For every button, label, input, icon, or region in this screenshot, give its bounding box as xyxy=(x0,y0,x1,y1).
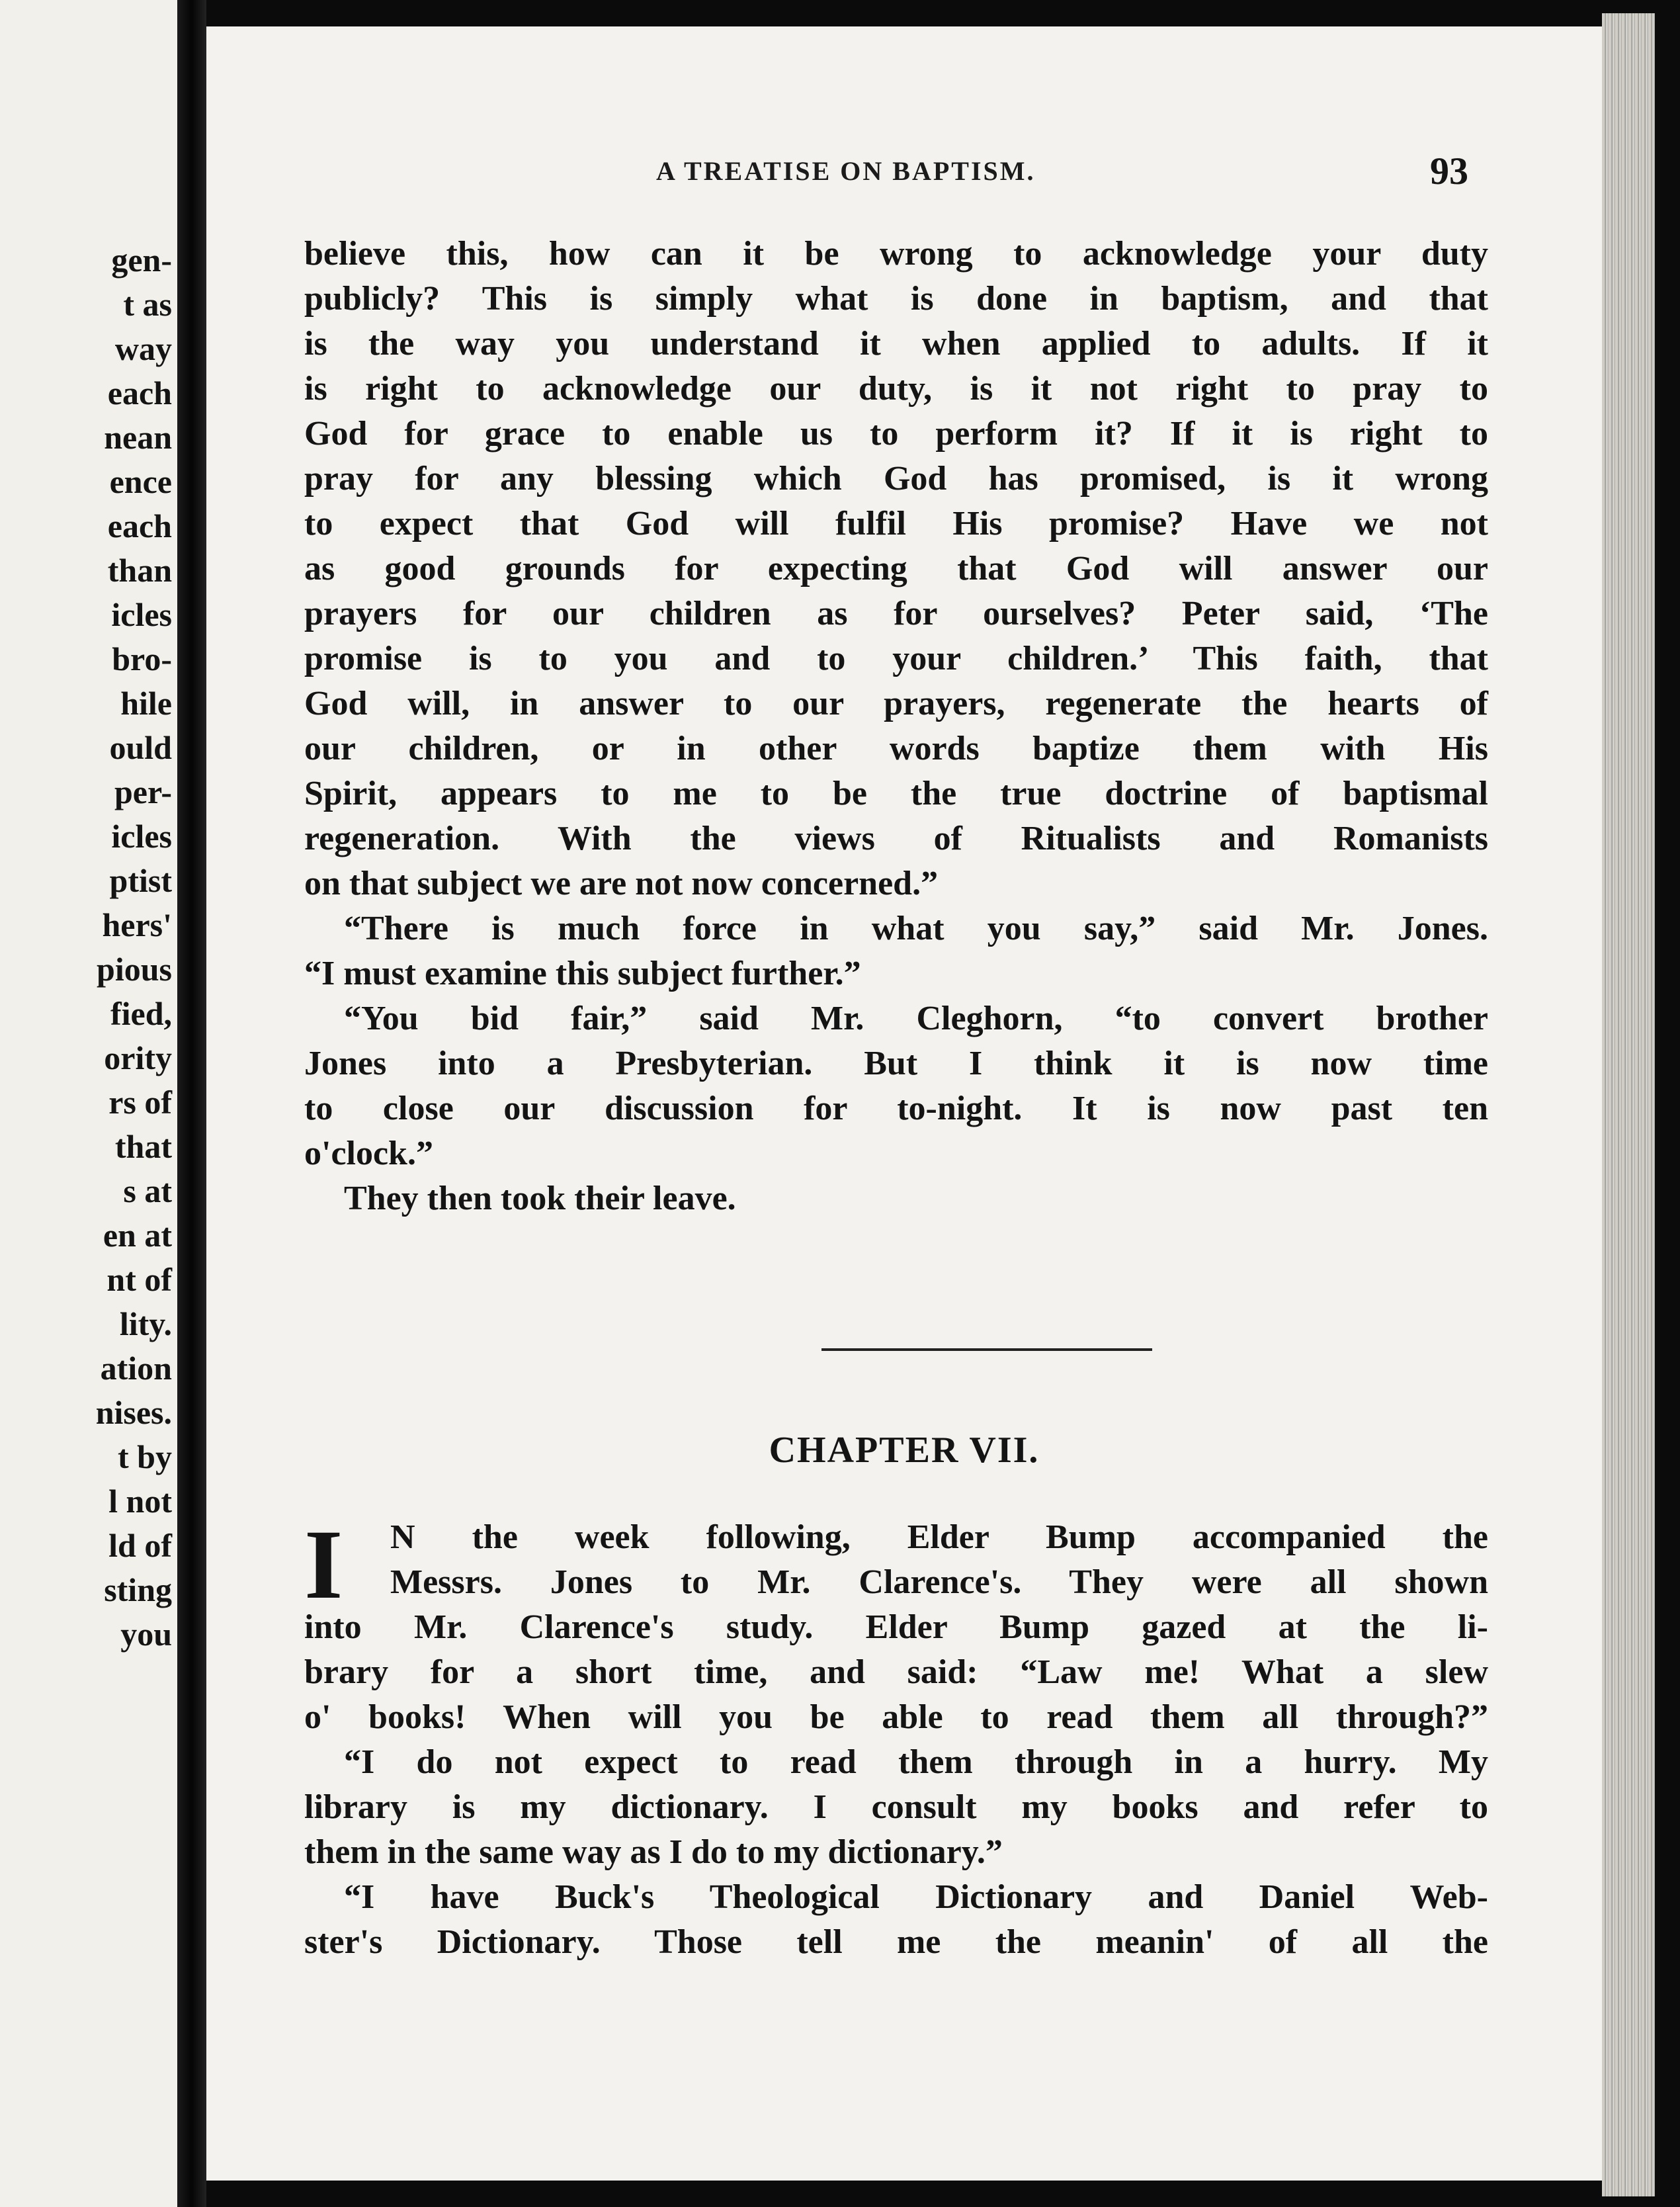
text-line: God for grace to enable us to perform it? If it is right to xyxy=(304,415,1488,453)
text-line: “There is much force in what you say,” said Mr. Jones. xyxy=(344,910,1488,947)
fragment-line: per- xyxy=(114,773,172,810)
facing-page-text-fragments xyxy=(96,238,172,1657)
text-line: “I do not expect to read them through in a hurry. My xyxy=(344,1743,1488,1781)
text-line: Jones into a Presbyterian. But I think it is now time xyxy=(304,1045,1488,1082)
fragment-line: that xyxy=(114,1128,172,1165)
fragment-line: t by xyxy=(118,1438,172,1475)
text-line: o'clock.” xyxy=(304,1135,433,1172)
fragment-line: each xyxy=(107,374,172,411)
chapter-heading: CHAPTER VII. xyxy=(769,1430,1040,1471)
text-line: N the week following, Elder Bump accompanied the xyxy=(390,1518,1488,1556)
text-line: “I must examine this subject further.” xyxy=(304,955,861,992)
section-divider xyxy=(821,1348,1152,1351)
text-line: into Mr. Clarence's study. Elder Bump gazed at the li- xyxy=(304,1608,1488,1646)
text-line: our children, or in other words baptize them with His xyxy=(304,730,1488,767)
fragment-line: nises. xyxy=(95,1394,172,1431)
text-line: pray for any blessing which God has promised, is it wrong xyxy=(304,460,1488,498)
fragment-line: than xyxy=(107,552,172,589)
fragment-line: ation xyxy=(100,1350,172,1387)
text-line: them in the same way as I do to my dictionary.” xyxy=(304,1833,1003,1871)
text-line: prayers for our children as for ourselves? Peter said, ‘The xyxy=(304,595,1488,632)
text-line: to expect that God will fulfil His promise? Have we not xyxy=(304,505,1488,542)
fragment-line: nean xyxy=(104,419,172,456)
fragment-line: pious xyxy=(97,951,172,988)
fragment-line: fied, xyxy=(110,995,172,1032)
body-text xyxy=(304,232,1488,1221)
book-gutter xyxy=(177,0,206,2207)
fragment-line: ority xyxy=(104,1039,172,1076)
fragment-line: rs of xyxy=(108,1084,172,1121)
facing-page-left xyxy=(0,0,177,2207)
fragment-line: s at xyxy=(123,1172,172,1209)
fragment-line: each xyxy=(107,507,172,544)
fragment-line: t as xyxy=(123,286,172,323)
text-line: is right to acknowledge our duty, is it not right to pray to xyxy=(304,370,1488,408)
fragment-line: nt of xyxy=(106,1261,172,1298)
fragment-line: ould xyxy=(109,729,172,766)
fragment-line: en at xyxy=(103,1217,172,1254)
text-line: regeneration. With the views of Ritualists and Romanists xyxy=(304,820,1488,857)
text-line: Spirit, appears to me to be the true doctrine of baptismal xyxy=(304,775,1488,812)
text-line: promise is to you and to your children.’ This faith, that xyxy=(304,640,1488,677)
text-line: believe this, how can it be wrong to acknowledge your duty xyxy=(304,235,1488,273)
page-edges xyxy=(1602,13,1655,2196)
text-line: They then took their leave. xyxy=(344,1180,736,1217)
text-line: o' books! When will you be able to read them all through?” xyxy=(304,1698,1488,1736)
fragment-line: l not xyxy=(108,1483,172,1520)
text-line: to close our discussion for to-night. It is now past ten xyxy=(304,1090,1488,1127)
text-line: on that subject we are not now concerned.” xyxy=(304,865,939,902)
text-line: “You bid fair,” said Mr. Cleghorn, “to convert brother xyxy=(344,1000,1488,1037)
drop-cap: I xyxy=(304,1510,343,1620)
text-line: brary for a short time, and said: “Law me! What a slew xyxy=(304,1653,1488,1691)
page-number: 93 xyxy=(1430,150,1468,193)
fragment-line: sting xyxy=(104,1571,172,1608)
fragment-line: ld of xyxy=(108,1527,172,1564)
fragment-line: icles xyxy=(111,596,172,633)
book-page xyxy=(206,26,1602,2181)
chapter-text xyxy=(304,1510,1488,1965)
fragment-line: ptist xyxy=(109,862,172,899)
fragment-line: icles xyxy=(111,818,172,855)
fragment-line: gen- xyxy=(111,241,172,279)
text-line: “I have Buck's Theological Dictionary and Daniel Web- xyxy=(344,1878,1488,1916)
text-line: Messrs. Jones to Mr. Clarence's. They were all shown xyxy=(390,1563,1488,1601)
fragment-line: lity. xyxy=(119,1305,172,1342)
text-line: as good grounds for expecting that God will answer our xyxy=(304,550,1488,587)
fragment-line: way xyxy=(114,330,172,367)
text-line: publicly? This is simply what is done in baptism, and that xyxy=(304,280,1488,318)
running-head xyxy=(206,150,1602,208)
text-line: ster's Dictionary. Those tell me the meanin' of all the xyxy=(304,1923,1488,1961)
text-line: God will, in answer to our prayers, regenerate the hearts of xyxy=(304,685,1488,722)
fragment-line: you xyxy=(120,1616,172,1653)
fragment-line: ence xyxy=(109,463,172,500)
fragment-line: hers' xyxy=(102,906,172,943)
running-title: A TREATISE ON BAPTISM. xyxy=(656,156,1036,186)
text-line: library is my dictionary. I consult my books and refer to xyxy=(304,1788,1488,1826)
text-line: is the way you understand it when applied to adults. If it xyxy=(304,325,1488,363)
fragment-line: hile xyxy=(120,685,172,722)
fragment-line: bro- xyxy=(112,640,172,677)
